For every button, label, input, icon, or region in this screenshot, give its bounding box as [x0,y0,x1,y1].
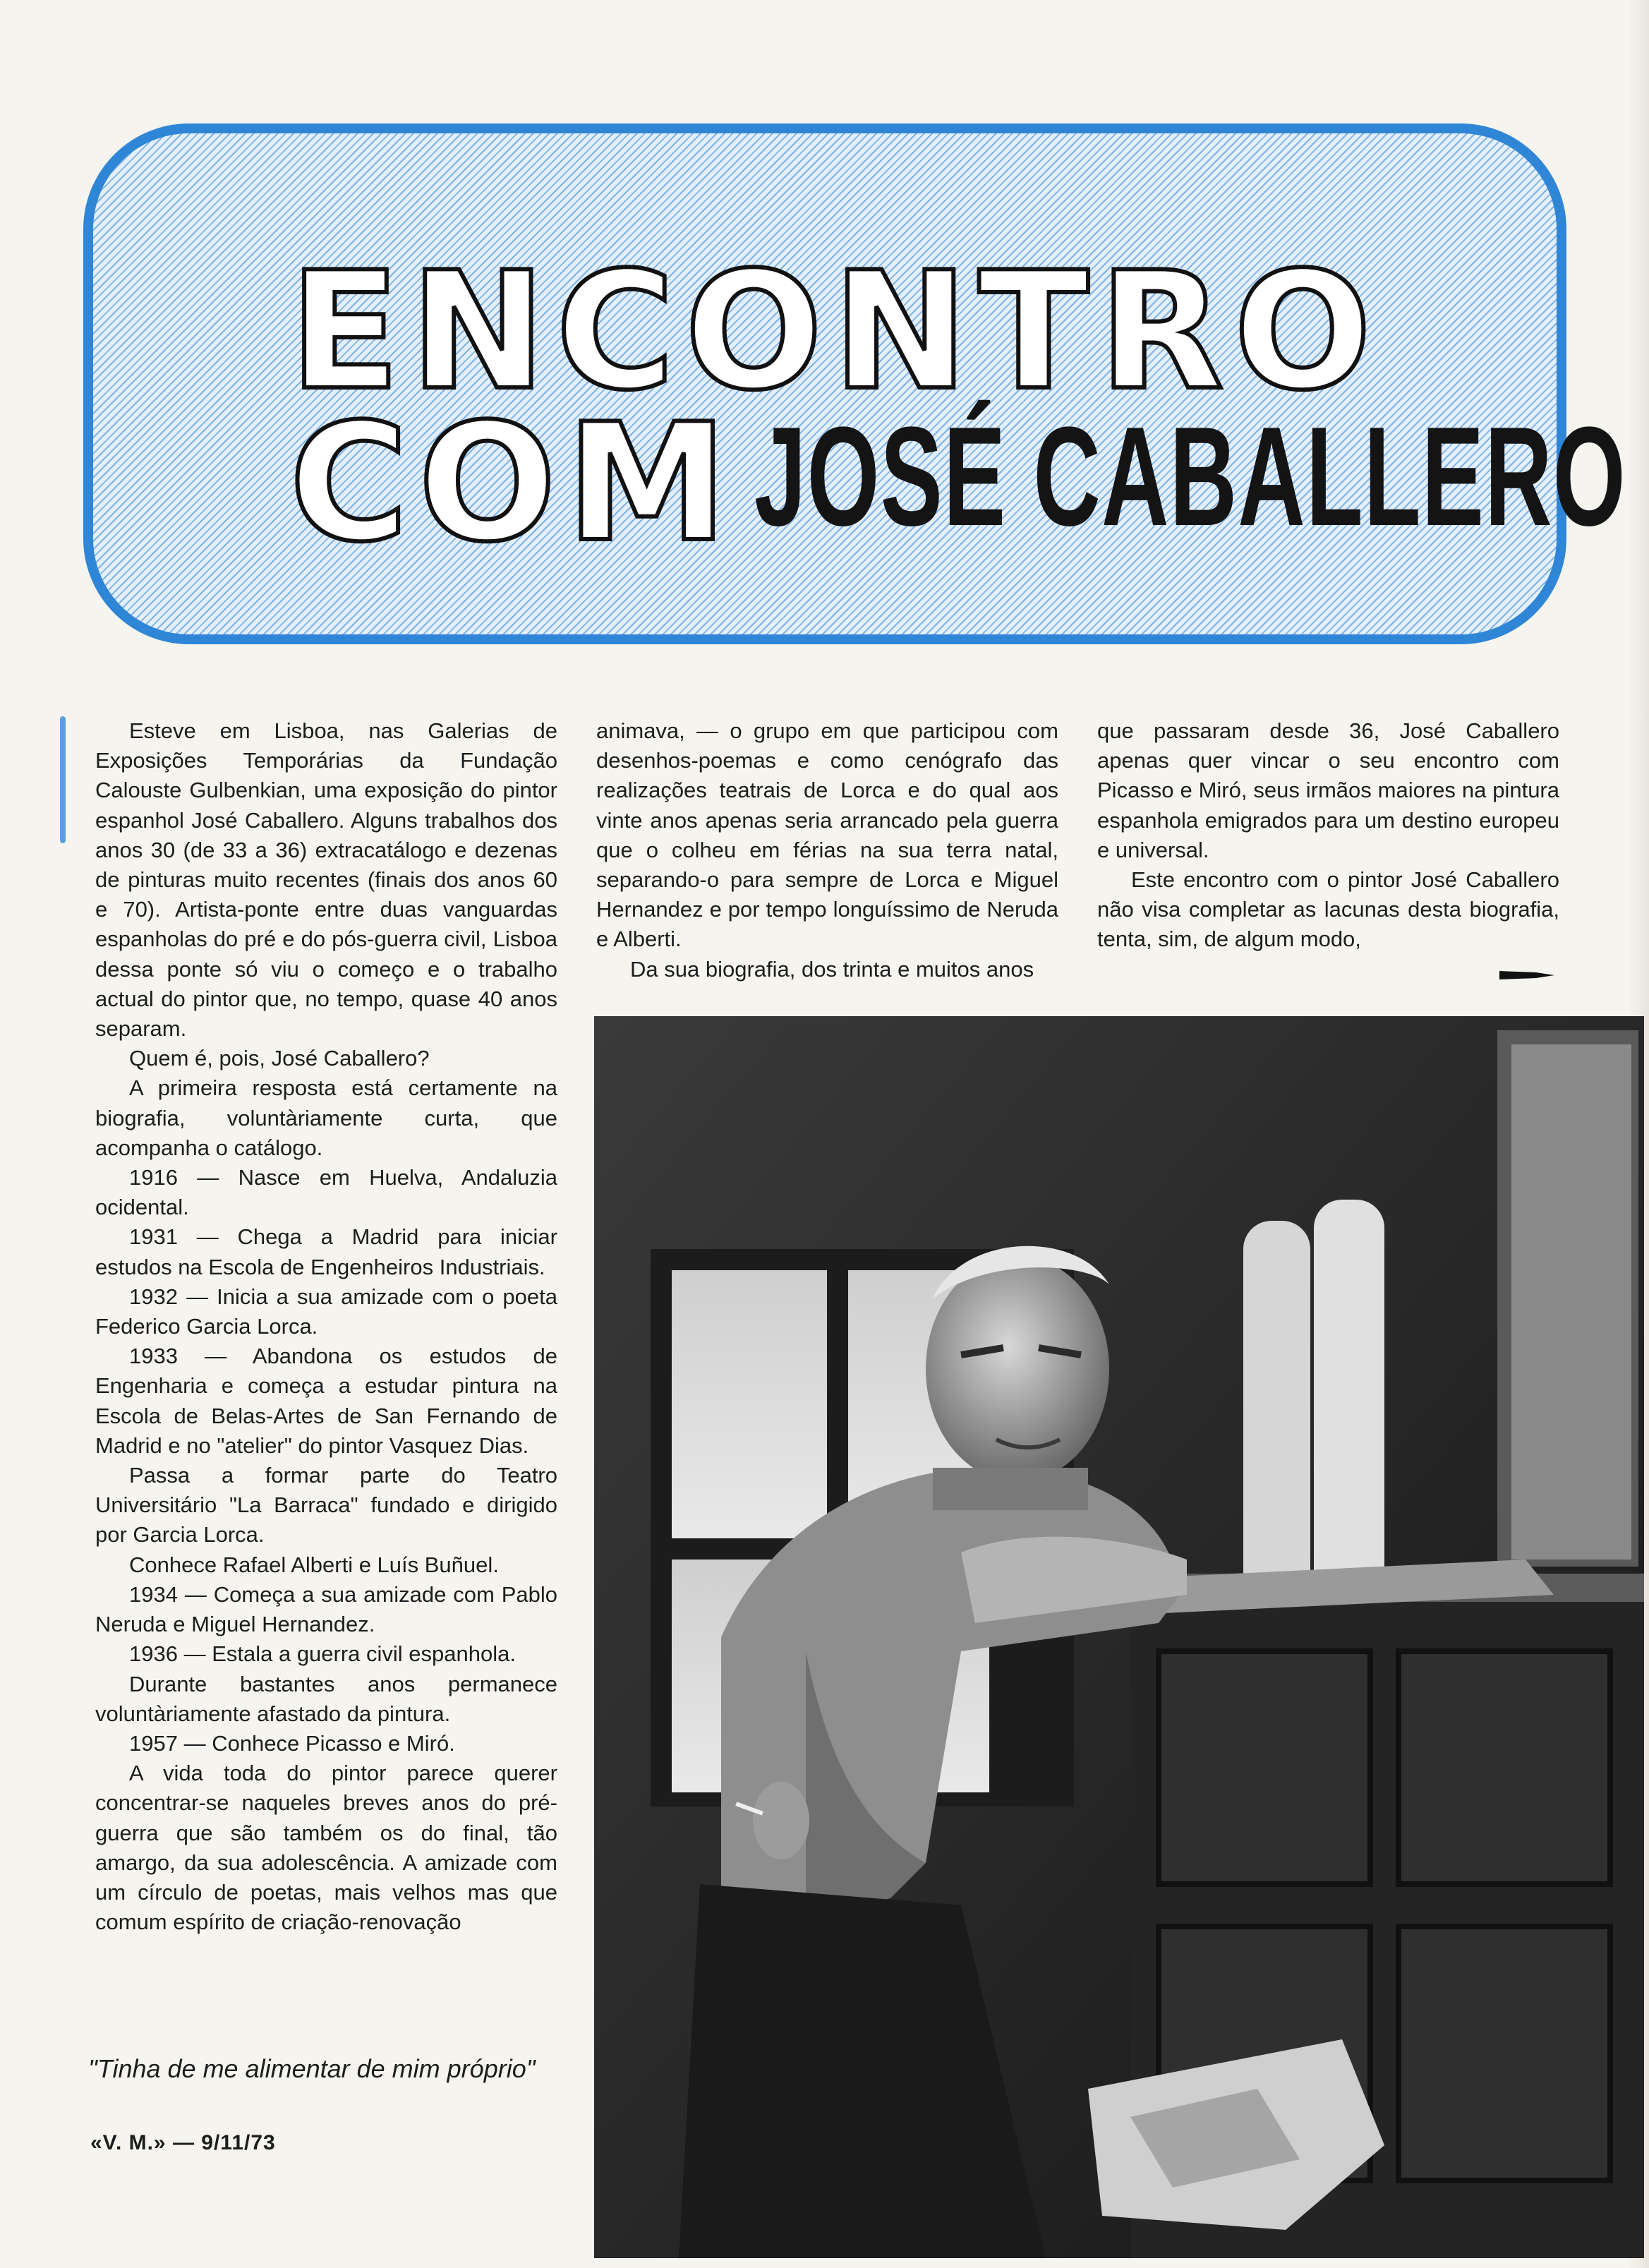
paragraph: Quem é, pois, José Caballero? [129,1046,430,1071]
title-word-encontro: ENCONTRO [289,238,1382,426]
paragraph: 1932 — Inicia a sua amizade com o poeta Federico Garcia Lorca. [95,1284,557,1339]
pull-quote: "Tinha de me alimentar de mim próprio" [88,2054,536,2083]
paragraph: que passaram desde 36, José Caballero apenas quer vincar o seu encontro com Picasso e Miró, seus irmãos maiores na pintura espanhola emigrados para um destino europeu e universal. [1097,718,1559,862]
paragraph: 1933 — Abandona os estudos de Engenharia e começa a estudar pintura na Escola de Belas-Artes de San Fernando de Madrid e no "atelier" do pintor Vasquez Dias. [95,1344,557,1458]
paragraph: 1934 — Começa a sua amizade com Pablo Neruda e Miguel Hernandez. [95,1581,557,1637]
title-line-2 [289,390,1649,578]
margin-highlight-mark [60,716,66,843]
text-column-3 [1097,716,1559,955]
text-column-1 [95,716,557,1937]
paragraph: Conhece Rafael Alberti e Luís Buñuel. [129,1552,499,1577]
paragraph: 1936 — Estala a guerra civil espanhola. [129,1641,516,1667]
paragraph: A vida toda do pintor parece querer concentrar-se naqueles breves anos do pré-guerra que são também os do final, tão amargo, da sua adolescência. A amizade com um círculo de poetas, mais velhos mas que comum espírito de criação-renovação [95,1761,557,1935]
paragraph: Durante bastantes anos permanece voluntàriamente afastado da pintura. [95,1671,557,1726]
continue-arrow-icon [1499,968,1554,986]
title-name: JOSÉ CABALLERO [754,398,1627,555]
paragraph: Passa a formar parte do Teatro Universitário "La Barraca" fundado e dirigido por Garcia Lorca. [95,1463,557,1548]
text-column-2 [596,716,1058,984]
paragraph: Da sua biografia, dos trinta e muitos anos [630,956,1034,982]
portrait-photo [594,1016,1644,2258]
paragraph: Esteve em Lisboa, nas Galerias de Exposições Temporárias da Fundação Calouste Gulbenkian, uma exposição do pintor espanhol José Caballero. Alguns trabalhos dos anos 30 (de 33 a 36) extracatálogo e dezenas de pinturas muito recentes (finais dos anos 60 e 70). Artista-ponte entre duas vanguardas espanholas do pré e do pós-guerra civil, Lisboa dessa ponte só viu o começo e o trabalho actual do pintor que, no tempo, quase 40 anos separam. [95,718,557,1042]
paragraph: 1916 — Nasce em Huelva, Andaluzia ocidental. [95,1165,557,1220]
paragraph: 1931 — Chega a Madrid para iniciar estudos na Escola de Engenheiros Industriais. [95,1224,557,1279]
title-word-com: COM [289,390,738,578]
paragraph: 1957 — Conhece Picasso e Miró. [129,1730,455,1756]
paragraph: Este encontro com o pintor José Caballero não visa completar as lacunas desta biografia, tenta, sim, de algum modo, [1097,867,1559,952]
paragraph: A primeira resposta está certamente na biografia, voluntàriamente curta, que acompanha o catálogo. [95,1075,557,1160]
issue-footer: «V. M.» — 9/11/73 [90,2131,276,2154]
paragraph: animava, — o grupo em que participou com desenhos-poemas e como cenógrafo das realizações teatrais de Lorca e do qual aos vinte anos apenas seria arrancado pela guerra que o colheu em férias na sua terra natal, separando-o para sempre de Lorca e Miguel Hernandez e por tempo longuíssimo de Neruda e Alberti. [596,718,1058,952]
